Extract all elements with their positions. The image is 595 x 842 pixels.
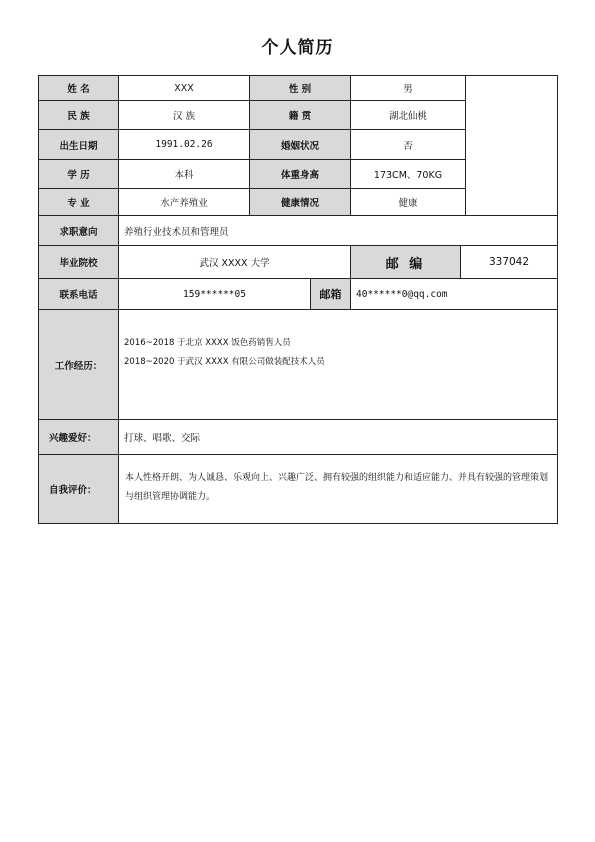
- photo-area: [465, 75, 558, 216]
- health-value: 健康: [350, 188, 466, 216]
- major-label: 专 业: [38, 188, 119, 216]
- phone-value: 159******05: [118, 278, 311, 310]
- experience-line: 2016~2018 于北京 XXXX 饭色药销售人员: [124, 338, 291, 348]
- birth-value: 1991.02.26: [118, 129, 250, 160]
- email-label: 邮箱: [310, 278, 351, 310]
- gender-label: 性 别: [249, 75, 351, 101]
- school-value: 武汉 XXXX 大学: [118, 245, 351, 279]
- education-value: 本科: [118, 159, 250, 189]
- hometown-value: 湖北仙桃: [350, 100, 466, 130]
- name-label: 姓 名: [38, 75, 119, 101]
- marital-value: 否: [350, 129, 466, 160]
- postcode-value: 337042: [460, 245, 558, 279]
- body-label: 体重身高: [249, 159, 351, 189]
- marital-label: 婚姻状况: [249, 129, 351, 160]
- ethnicity-value: 汉 族: [118, 100, 250, 130]
- hobbies-value: 打球、唱歌、交际: [118, 419, 558, 455]
- page-title: 个人简历: [261, 38, 334, 58]
- name-value: XXX: [118, 75, 250, 101]
- major-value: 水产养殖业: [118, 188, 250, 216]
- hobbies-label: 兴趣爱好：: [38, 419, 119, 455]
- body-value: 173CM、70KG: [350, 159, 466, 189]
- ethnicity-label: 民 族: [38, 100, 119, 130]
- self-evaluation-value: 本人性格开朗、为人诚恳、乐观向上、兴趣广泛、拥有较强的组织能力和适应能力、并具有较强的管理策划与组织管理协调能力。: [118, 454, 558, 524]
- phone-label: 联系电话: [38, 278, 119, 310]
- experience-value: [118, 309, 558, 420]
- health-label: 健康情况: [249, 188, 351, 216]
- experience-label: 工作经历：: [38, 309, 119, 420]
- education-label: 学 历: [38, 159, 119, 189]
- birth-label: 出生日期: [38, 129, 119, 160]
- self-evaluation-label: 自我评价：: [38, 454, 119, 524]
- school-label: 毕业院校: [38, 245, 119, 279]
- intention-label: 求职意向: [38, 215, 119, 246]
- intention-value: 养殖行业技术员和管理员: [118, 215, 558, 246]
- hometown-label: 籍 贯: [249, 100, 351, 130]
- postcode-label: 邮 编: [350, 245, 461, 279]
- gender-value: 男: [350, 75, 466, 101]
- experience-line: 2018~2020 于武汉 XXXX 有限公司做装配技术人员: [124, 357, 325, 367]
- email-value: 40******0@qq.com: [350, 278, 558, 310]
